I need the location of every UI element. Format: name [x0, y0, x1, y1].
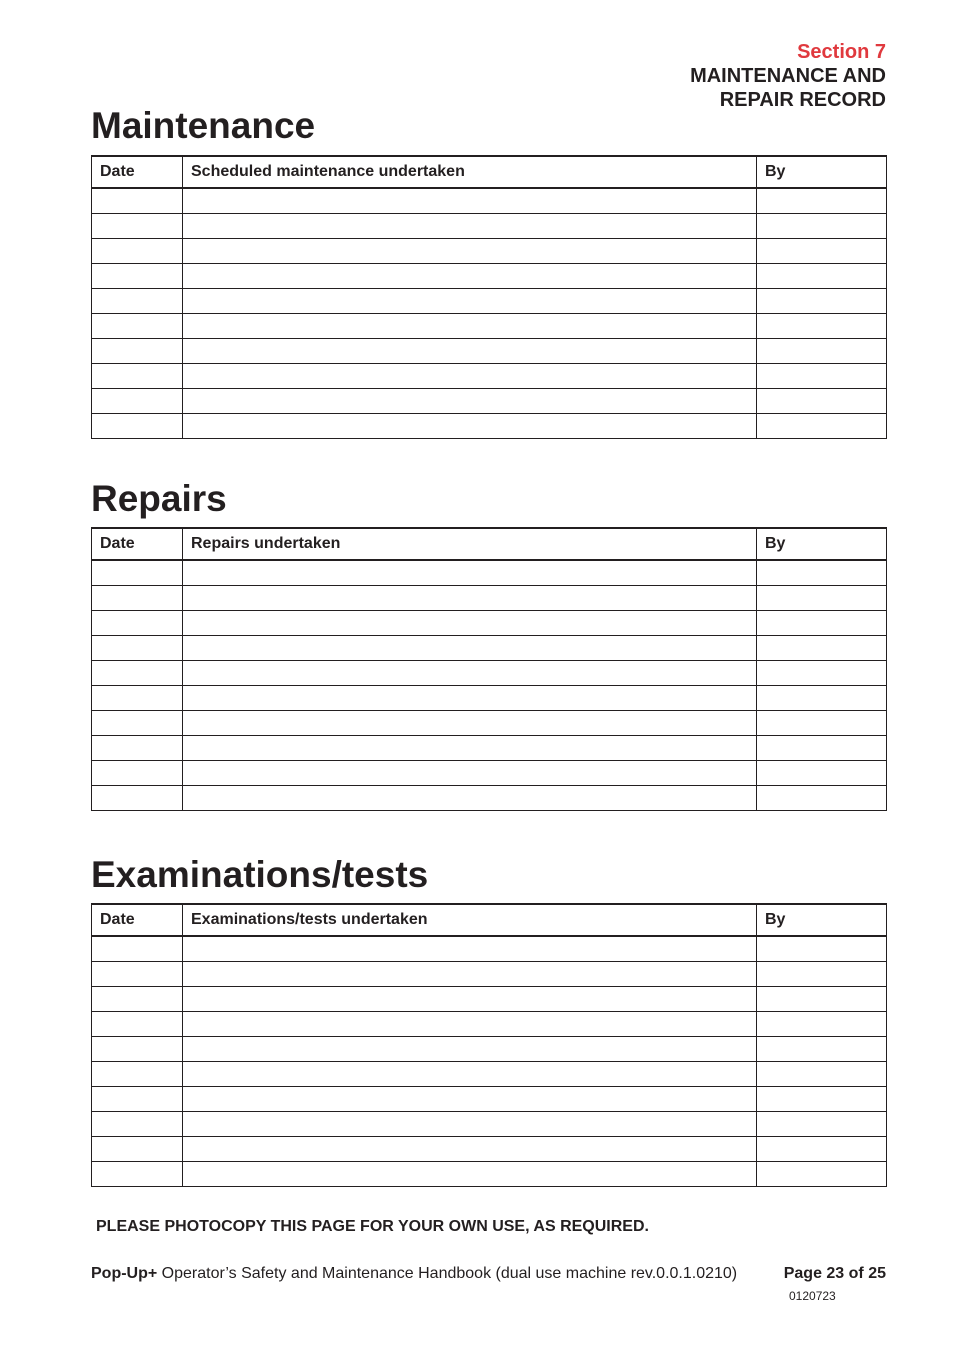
column-header-description: Examinations/tests undertaken [183, 904, 757, 936]
date-cell [92, 711, 183, 736]
by-cell [757, 264, 887, 289]
table-row [92, 711, 887, 736]
column-header-by: By [757, 528, 887, 560]
description-cell [183, 1037, 757, 1062]
by-cell [757, 339, 887, 364]
column-header-description: Repairs undertaken [183, 528, 757, 560]
by-cell [757, 611, 887, 636]
description-cell [183, 1062, 757, 1087]
date-cell [92, 636, 183, 661]
table-row [92, 1162, 887, 1187]
by-cell [757, 586, 887, 611]
table-row [92, 586, 887, 611]
repairs-heading: Repairs [91, 478, 227, 519]
table-header-row [92, 156, 887, 188]
footer-description [91, 1265, 737, 1283]
by-cell [757, 389, 887, 414]
description-cell [183, 711, 757, 736]
column-header-description: Scheduled maintenance undertaken [183, 156, 757, 188]
by-cell [757, 761, 887, 786]
by-cell [757, 239, 887, 264]
table-row [92, 188, 887, 214]
by-cell [757, 1162, 887, 1187]
date-cell [92, 761, 183, 786]
brand-name: Pop-Up+ [91, 1265, 158, 1282]
table-row [92, 686, 887, 711]
date-cell [92, 1062, 183, 1087]
by-cell [757, 414, 887, 439]
by-cell [757, 636, 887, 661]
date-cell [92, 661, 183, 686]
table-row [92, 239, 887, 264]
table-row [92, 786, 887, 811]
by-cell [757, 1137, 887, 1162]
document-code: 0120723 [789, 1289, 836, 1303]
description-cell [183, 661, 757, 686]
by-cell [757, 962, 887, 987]
photocopy-note: PLEASE PHOTOCOPY THIS PAGE FOR YOUR OWN USE, AS REQUIRED. [96, 1218, 649, 1235]
date-cell [92, 389, 183, 414]
description-cell [183, 1162, 757, 1187]
date-cell [92, 1112, 183, 1137]
table-row [92, 339, 887, 364]
table-row [92, 560, 887, 586]
table-row [92, 736, 887, 761]
table-row [92, 962, 887, 987]
table-row [92, 214, 887, 239]
table-row [92, 1112, 887, 1137]
by-cell [757, 1037, 887, 1062]
description-cell [183, 314, 757, 339]
by-cell [757, 786, 887, 811]
date-cell [92, 1137, 183, 1162]
table-row [92, 1037, 887, 1062]
description-cell [183, 1087, 757, 1112]
description-cell [183, 686, 757, 711]
by-cell [757, 711, 887, 736]
description-cell [183, 1112, 757, 1137]
date-cell [92, 936, 183, 962]
table-row [92, 936, 887, 962]
date-cell [92, 339, 183, 364]
by-cell [757, 214, 887, 239]
date-cell [92, 962, 183, 987]
table-row [92, 636, 887, 661]
by-cell [757, 1012, 887, 1037]
description-cell [183, 736, 757, 761]
description-cell [183, 1137, 757, 1162]
date-cell [92, 1087, 183, 1112]
description-cell [183, 339, 757, 364]
by-cell [757, 1062, 887, 1087]
description-cell [183, 414, 757, 439]
description-cell [183, 987, 757, 1012]
table-row [92, 364, 887, 389]
table-row [92, 987, 887, 1012]
date-cell [92, 414, 183, 439]
date-cell [92, 987, 183, 1012]
maintenance-table [91, 155, 887, 439]
description-cell [183, 761, 757, 786]
date-cell [92, 1037, 183, 1062]
table-row [92, 1087, 887, 1112]
table-header-row [92, 528, 887, 560]
section-title-line1: MAINTENANCE AND [690, 65, 886, 87]
description-cell [183, 786, 757, 811]
date-cell [92, 786, 183, 811]
date-cell [92, 686, 183, 711]
description-cell [183, 1012, 757, 1037]
description-cell [183, 264, 757, 289]
column-header-date: Date [92, 156, 183, 188]
by-cell [757, 1087, 887, 1112]
date-cell [92, 264, 183, 289]
by-cell [757, 1112, 887, 1137]
section-header [690, 40, 886, 112]
description-cell [183, 289, 757, 314]
description-cell [183, 214, 757, 239]
date-cell [92, 289, 183, 314]
maintenance-heading: Maintenance [91, 105, 316, 146]
date-cell [92, 586, 183, 611]
by-cell [757, 188, 887, 214]
handbook-title: Operator’s Safety and Maintenance Handbook (dual use machine rev.0.0.1.0210) [157, 1265, 738, 1282]
description-cell [183, 636, 757, 661]
date-cell [92, 1012, 183, 1037]
date-cell [92, 736, 183, 761]
page-number: Page 23 of 25 [783, 1265, 886, 1282]
by-cell [757, 686, 887, 711]
table-row [92, 1012, 887, 1037]
column-header-by: By [757, 904, 887, 936]
examinations-heading: Examinations/tests [91, 854, 429, 895]
description-cell [183, 239, 757, 264]
date-cell [92, 1162, 183, 1187]
examinations-table [91, 903, 887, 1187]
description-cell [183, 188, 757, 214]
table-row [92, 414, 887, 439]
by-cell [757, 987, 887, 1012]
column-header-date: Date [92, 528, 183, 560]
by-cell [757, 364, 887, 389]
date-cell [92, 214, 183, 239]
table-row [92, 389, 887, 414]
table-row [92, 314, 887, 339]
by-cell [757, 314, 887, 339]
description-cell [183, 364, 757, 389]
table-row [92, 761, 887, 786]
table-header-row [92, 904, 887, 936]
section-title-line2: REPAIR RECORD [719, 89, 886, 111]
description-cell [183, 389, 757, 414]
by-cell [757, 560, 887, 586]
description-cell [183, 936, 757, 962]
date-cell [92, 560, 183, 586]
description-cell [183, 586, 757, 611]
date-cell [92, 188, 183, 214]
table-row [92, 661, 887, 686]
by-cell [757, 936, 887, 962]
section-number: Section 7 [797, 41, 886, 63]
table-row [92, 611, 887, 636]
date-cell [92, 611, 183, 636]
by-cell [757, 289, 887, 314]
description-cell [183, 560, 757, 586]
repairs-table [91, 527, 887, 811]
date-cell [92, 314, 183, 339]
date-cell [92, 364, 183, 389]
table-row [92, 1137, 887, 1162]
date-cell [92, 239, 183, 264]
description-cell [183, 962, 757, 987]
column-header-by: By [757, 156, 887, 188]
table-row [92, 1062, 887, 1087]
table-row [92, 289, 887, 314]
table-row [92, 264, 887, 289]
by-cell [757, 661, 887, 686]
description-cell [183, 611, 757, 636]
column-header-date: Date [92, 904, 183, 936]
by-cell [757, 736, 887, 761]
